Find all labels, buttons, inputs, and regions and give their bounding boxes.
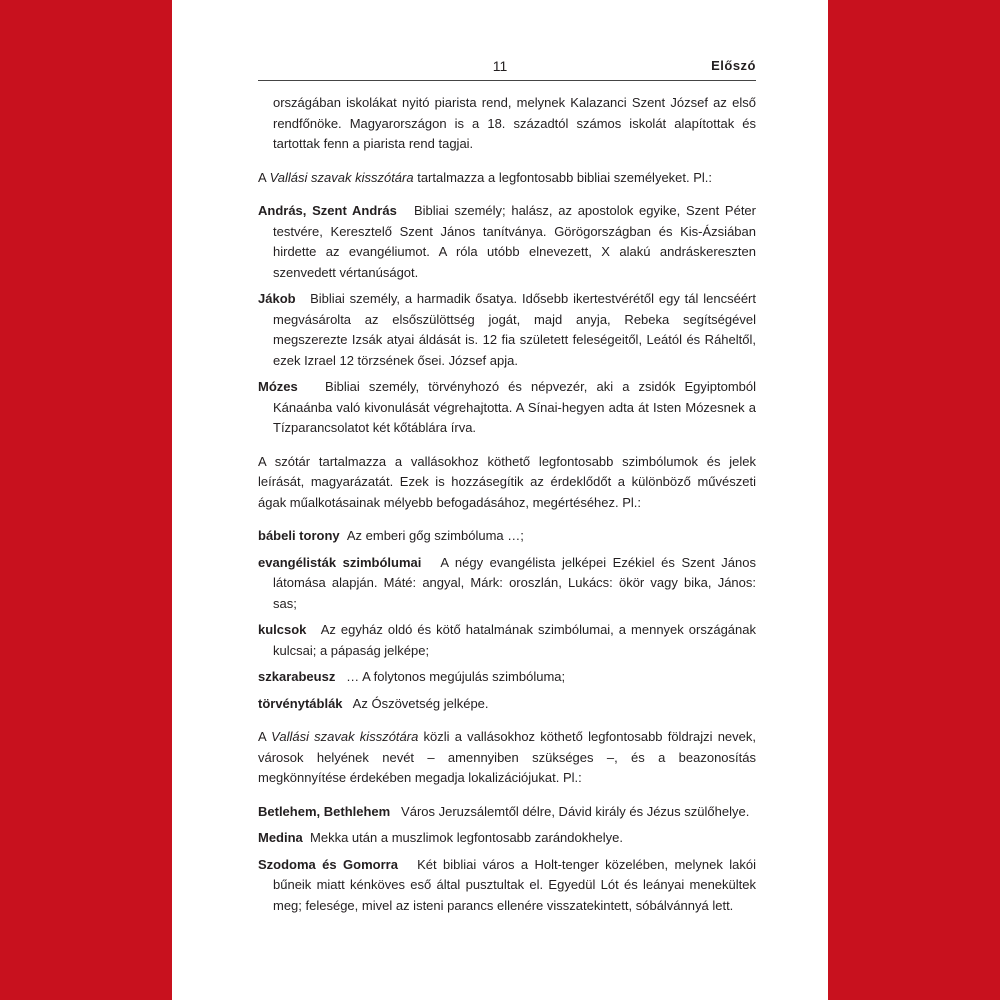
dictionary-entry <box>258 201 756 283</box>
page-body <box>258 93 756 922</box>
page-number: 11 <box>492 58 508 74</box>
continued-entry-text: országában iskolákat nyitó piarista rend, melynek Kalazanci Szent József az első rendfőnöke. Magyarországon is a 18. századtól számos iskolát alapítottak és tartottak fenn a piarista rend tagjai. <box>273 95 756 151</box>
entry-definition: Az Ószövetség jelképe. <box>352 695 489 711</box>
entry-definition: A négy evangélista jelképei Ezékiel és Szent János látomása alapján. Máté: angyal, Márk: oroszlán, Lukács: ökör vagy bika, János: sas; <box>273 554 756 611</box>
entry-term: Jákob <box>258 291 296 306</box>
entry-term: András, Szent András <box>258 203 397 218</box>
entry-definition: Bibliai személy; halász, az apostolok egyike, Szent Péter testvére, Keresztelő Szent János tanítványa. Görögországban és Kis-Ázsiában hirdette az evangéliumot. A róla utóbb elnevezett, X alakú andráskereszten szenvedett vértanúságot. <box>273 203 756 280</box>
entry-term: kulcsok <box>258 622 307 637</box>
book-page <box>172 0 828 1000</box>
entry-definition: Az egyház oldó és kötő hatalmának szimbólumai, a mennyek országának kulcsai; a pápaság jelképe; <box>273 622 757 658</box>
dictionary-entry <box>258 289 756 371</box>
dictionary-entry <box>258 526 756 547</box>
intro-places: A Vallási szavak kisszótára közli a vallásokhoz köthető legfontosabb földrajzi nevek, városok helyének nevét – amennyiben szükséges –, és a beazonosítás megkönnyítése érdekében megadja lokalizációjukat. Pl.: <box>258 729 757 785</box>
entry-term: szkarabeusz <box>258 669 336 684</box>
entry-definition: Az emberi gőg szimbóluma …; <box>346 528 524 543</box>
entry-definition: Mekka után a muszlimok legfontosabb zarándokhelye. <box>310 830 623 845</box>
entry-term: Medina <box>258 830 303 845</box>
entry-term: Szodoma és Gomorra <box>258 856 398 872</box>
entry-term: bábeli torony <box>258 528 340 543</box>
book-title: Vallási szavak kisszótára <box>271 729 419 744</box>
section-title: Előszó <box>711 58 756 73</box>
entry-term: evangélisták szimbólumai <box>258 554 422 570</box>
dictionary-entry <box>258 855 756 917</box>
entry-definition: Bibliai személy, törvényhozó és népvezér, aki a zsidók Egyiptomból Kánaánba való kivonulását végrehajtotta. A Sínai-hegyen adta át Isten Mózesnek a Tízparancsolatot két kőtáblára írva. <box>273 379 757 435</box>
entry-term: Mózes <box>258 379 298 394</box>
dictionary-entry <box>258 802 756 823</box>
dictionary-entry <box>258 694 756 715</box>
intro-symbols: A szótár tartalmazza a vallásokhoz köthető legfontosabb szimbólumok és jelek leírását, magyarázatát. Ezek is hozzásegítik az érdeklődőt a különböző művészeti ágak műalkotásainak mélyebb befogadásához, megértéséhez. Pl.: <box>258 453 756 510</box>
entry-term: Betlehem, Bethlehem <box>258 803 391 819</box>
entry-definition: Város Jeruzsálemtől délre, Dávid király és Jézus szülőhelye. <box>401 803 750 819</box>
dictionary-entry <box>258 620 756 661</box>
dictionary-entry <box>258 553 756 615</box>
entry-definition: Bibliai személy, a harmadik ősatya. Idősebb ikertestvérétől egy tál lencséért megvásárolta az elsőszülöttség jogát, majd anyja, Rebeka segítségével megszerezte Izsák atyai áldását is. 12 fia született feleségeitől, Leától és Ráheltől, ezek Izrael 12 törzsének ősei. József apja. <box>273 291 756 368</box>
dictionary-entry <box>258 828 756 849</box>
dictionary-entry <box>258 377 756 439</box>
intro-persons: A Vallási szavak kisszótára tartalmazza a legfontosabb bibliai személyeket. Pl.: <box>258 169 713 185</box>
dictionary-entry <box>258 667 756 688</box>
entry-definition: Két bibliai város a Holt-tenger közelében, melynek lakói bűneik miatt kénköves eső által pusztultak el. Egyedül Lót és leányai menekültek meg; felesége, mivel az isteni parancs ellenére visszatekintett, sóbálvánnyá lett. <box>273 856 756 913</box>
entry-term: törvénytáblák <box>258 695 343 711</box>
book-title: Vallási szavak kisszótára <box>269 169 414 185</box>
page-header <box>258 58 756 81</box>
entry-definition: … A folytonos megújulás szimbóluma; <box>346 669 566 684</box>
